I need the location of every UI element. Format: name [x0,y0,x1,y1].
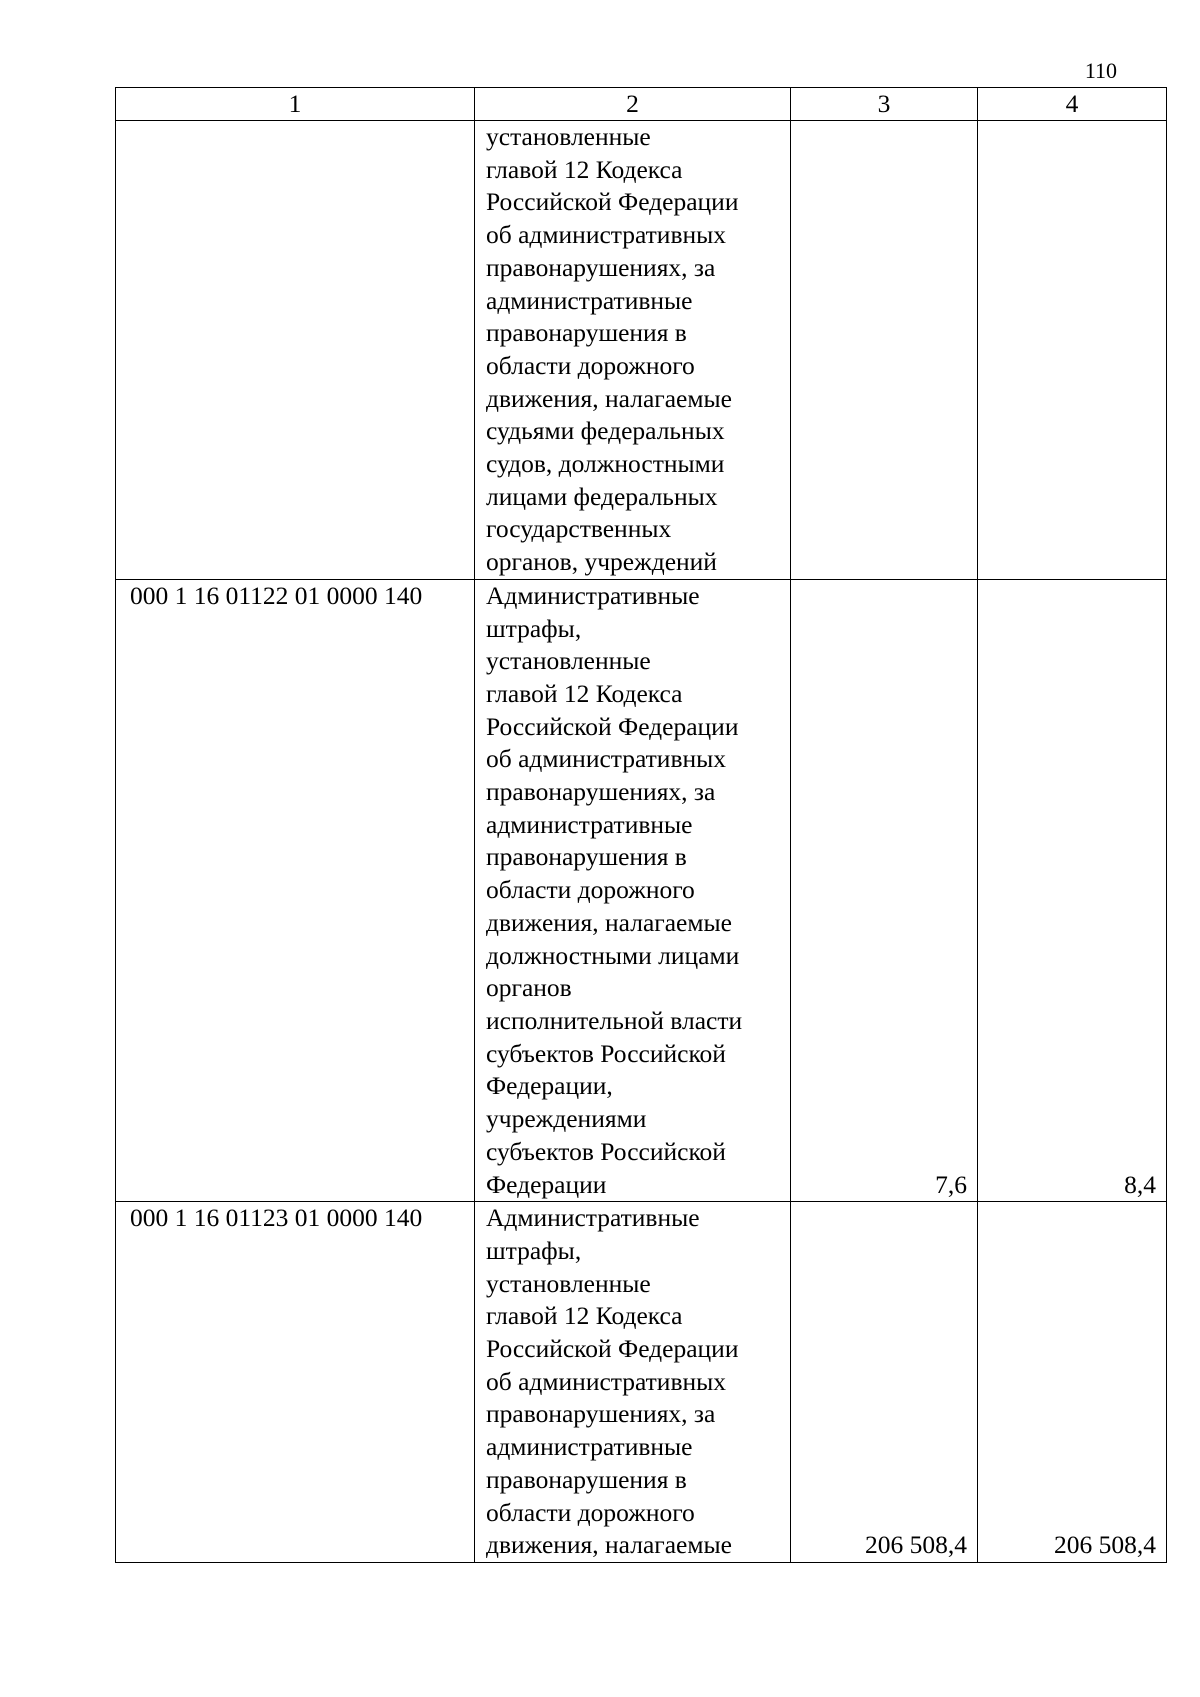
description-line: движения, налагаемые [486,383,732,413]
value-column-3-cell: 7,6 [791,579,978,1201]
description-line: главой 12 Кодекса [486,1301,683,1331]
description-line: исполнительной власти [486,1005,743,1035]
description-line: судов, должностными [486,449,725,479]
value-column-4-cell: 206 508,4 [978,1202,1167,1563]
description-line: об административных [486,744,727,774]
description-line: правонарушения в [486,1464,687,1494]
description-line: правонарушениях, за [486,1399,716,1429]
description-line: Федерации, [486,1071,613,1101]
description-line: Административные [486,1203,700,1233]
description-line: Российской Федерации [486,187,739,217]
description-line: правонарушениях, за [486,777,716,807]
description-line: учреждениями [486,1104,647,1134]
description-line: органов [486,973,572,1003]
description-line: установленные [486,122,651,151]
value-column-4-cell [978,121,1167,580]
budget-code-cell [116,121,475,580]
table-row [116,121,1167,580]
description-line: правонарушениях, за [486,252,716,282]
table-row [116,1202,1167,1563]
description-line: установленные [486,646,651,676]
description-line: судьями федеральных [486,416,725,446]
description-line: правонарушения в [486,318,687,348]
column-header-1: 1 [116,88,475,121]
description-line: лицами федеральных [486,481,718,511]
page-number: 110 [1084,58,1117,83]
description-cell [475,1202,791,1563]
table-body [116,121,1167,1563]
description-line: об административных [486,220,727,250]
description-line: движения, налагаемые [486,1530,732,1560]
description-line: органов, учреждений [486,547,717,577]
description-line: Федерации [486,1169,607,1199]
table-header-row [116,88,1167,121]
description-line: области дорожного [486,875,695,905]
budget-table [115,87,1167,1563]
description-line: Административные [486,580,700,610]
description-line: об административных [486,1366,727,1396]
description-line: административные [486,285,693,315]
description-line: административные [486,809,693,839]
description-line: главой 12 Кодекса [486,678,683,708]
description-line: движения, налагаемые [486,907,732,937]
description-line: административные [486,1432,693,1462]
budget-code-cell: 000 1 16 01123 01 0000 140 [116,1202,475,1563]
value-column-3-cell [791,121,978,580]
description-line: Российской Федерации [486,711,739,741]
description-line: Российской Федерации [486,1334,739,1364]
description-line: области дорожного [486,1497,695,1527]
value-column-3-cell: 206 508,4 [791,1202,978,1563]
description-line: штрафы, [486,1235,582,1265]
description-line: установленные [486,1268,651,1298]
description-line: штрафы, [486,613,582,643]
value-column-4-cell: 8,4 [978,579,1167,1201]
column-header-4: 4 [978,88,1167,121]
description-line: области дорожного [486,350,695,380]
description-line: субъектов Российской [486,1038,726,1068]
column-header-2: 2 [475,88,791,121]
table-row [116,579,1167,1201]
description-line: субъектов Российской [486,1136,726,1166]
description-line: должностными лицами [486,940,740,970]
description-line: государственных [486,514,672,544]
description-cell [475,579,791,1201]
description-line: правонарушения в [486,842,687,872]
budget-code-cell: 000 1 16 01122 01 0000 140 [116,579,475,1201]
column-header-3: 3 [791,88,978,121]
description-cell [475,121,791,580]
description-line: главой 12 Кодекса [486,154,683,184]
